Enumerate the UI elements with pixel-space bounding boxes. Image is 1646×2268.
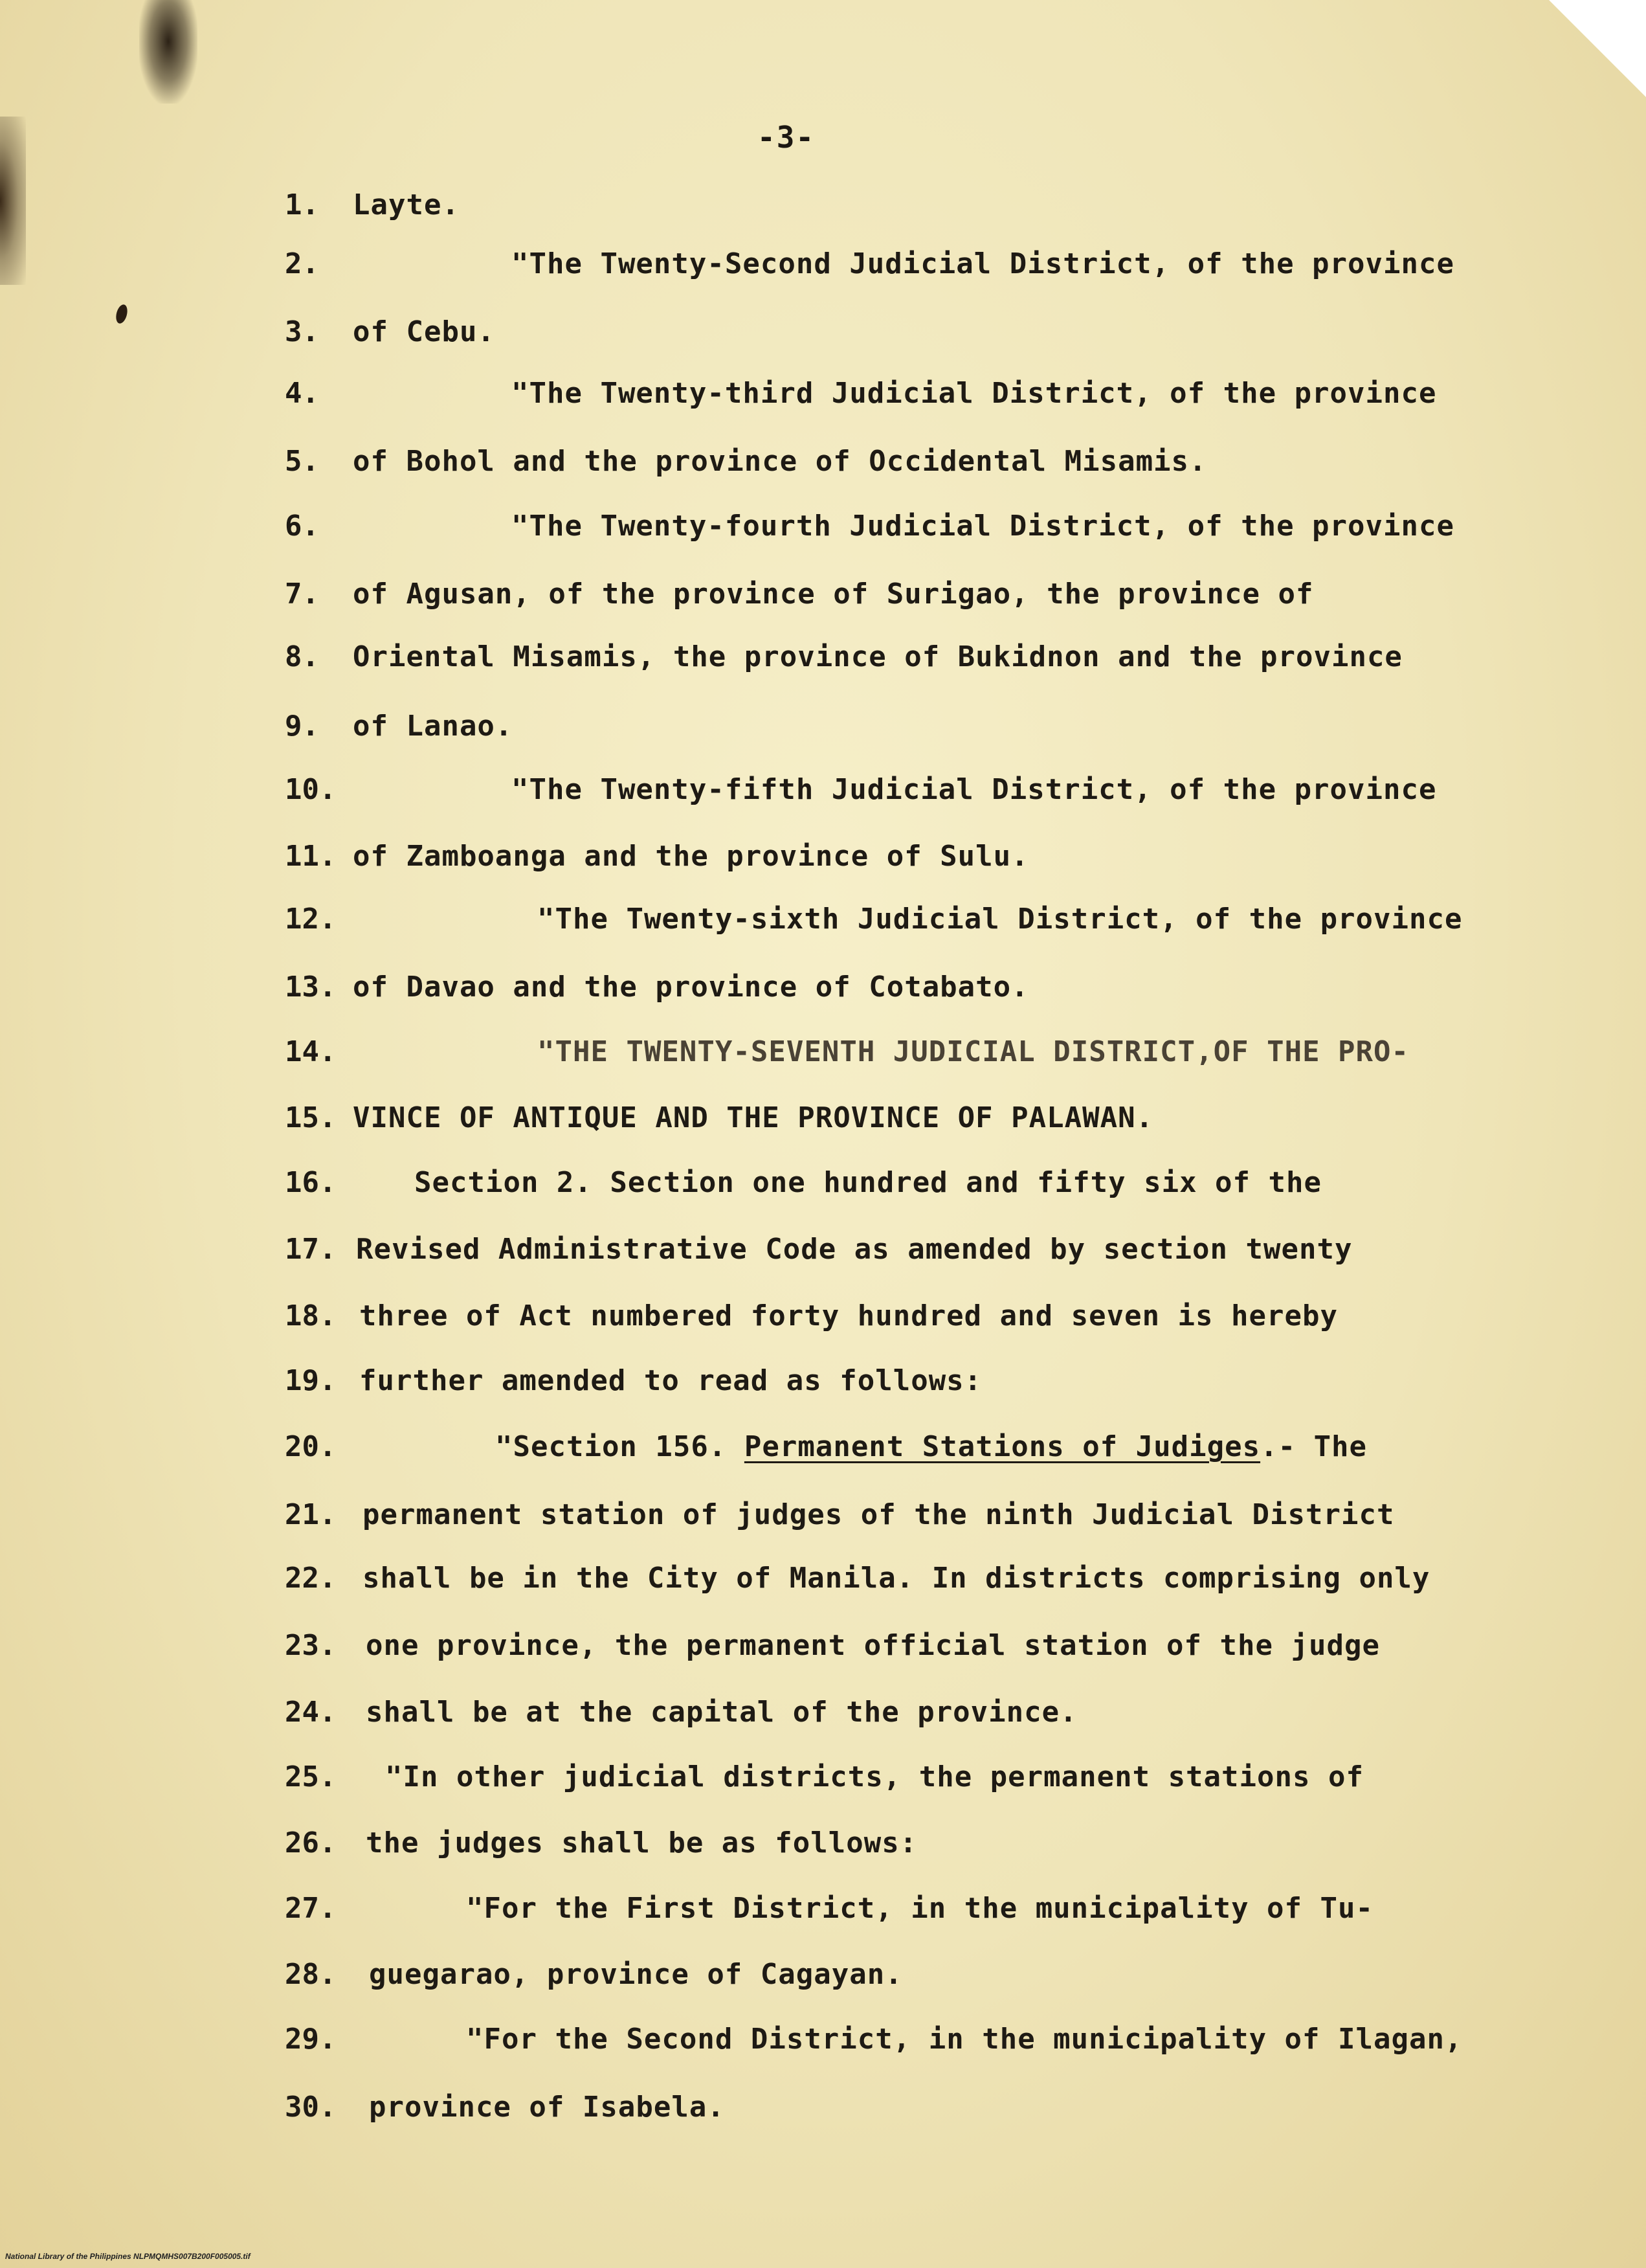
line-number: 3. — [285, 315, 319, 348]
line-number: 1. — [285, 188, 319, 221]
underlined-title: Permanent Stations of Judiges — [744, 1430, 1261, 1463]
line-text: "For the First District, in the municipality of Tu- — [466, 1892, 1374, 1925]
line-text: further amended to read as follows: — [359, 1364, 983, 1397]
line-text: three of Act numbered forty hundred and seven is hereby — [359, 1299, 1338, 1332]
line-text: VINCE OF ANTIQUE AND THE PROVINCE OF PALAWAN. — [353, 1101, 1154, 1134]
line-number: 25. — [285, 1760, 337, 1793]
line-number: 21. — [285, 1498, 337, 1531]
line-text: of Agusan, of the province of Surigao, the province of — [353, 578, 1314, 611]
line-number: 17. — [285, 1233, 337, 1266]
line-number: 15. — [285, 1101, 337, 1134]
line-text: province of Isabela. — [369, 2091, 725, 2124]
line-text: "The Twenty-sixth Judicial District, of the province — [537, 903, 1463, 936]
line-number: 27. — [285, 1892, 337, 1925]
line-text: "The Twenty-fifth Judicial District, of the province — [511, 773, 1437, 806]
page-number: -3- — [757, 120, 816, 155]
line-text: of Bohol and the province of Occidental Misamis. — [353, 445, 1207, 478]
line-text: "The Twenty-Second Judicial District, of the province — [511, 247, 1454, 280]
line-number: 9. — [285, 710, 319, 743]
line-number: 12. — [285, 903, 337, 936]
line-text: one province, the permanent official station of the judge — [366, 1629, 1380, 1662]
line-text: of Cebu. — [353, 315, 495, 348]
line-text: "In other judicial districts, the permanent stations of — [385, 1760, 1364, 1793]
line-number: 28. — [285, 1958, 337, 1991]
line-number: 24. — [285, 1696, 337, 1729]
line-number: 29. — [285, 2023, 337, 2056]
line-text: of Zamboanga and the province of Sulu. — [353, 840, 1029, 873]
line-text: "The Twenty-fourth Judicial District, of the province — [511, 510, 1454, 543]
line-text: "For the Second District, in the municipality of Ilagan, — [466, 2023, 1463, 2056]
line-text: Section 2. Section one hundred and fifty six of the — [414, 1166, 1322, 1199]
line-number: 18. — [285, 1299, 337, 1332]
line-number: 5. — [285, 445, 319, 478]
line-text: guegarao, province of Cagayan. — [369, 1958, 903, 1991]
line-text: Revised Administrative Code as amended by section twenty — [356, 1233, 1353, 1266]
line-number: 20. — [285, 1430, 337, 1463]
section-heading-end: .- The — [1260, 1430, 1368, 1463]
line-number: 2. — [285, 247, 319, 280]
line-text — [495, 1428, 1367, 1466]
line-text: of Lanao. — [353, 710, 513, 743]
edge-stain — [0, 117, 26, 285]
line-number: 11. — [285, 840, 337, 873]
line-number: 30. — [285, 2091, 337, 2124]
folded-corner — [1549, 0, 1646, 97]
line-text: shall be in the City of Manila. In districts comprising only — [362, 1562, 1430, 1595]
line-number: 8. — [285, 640, 319, 673]
line-number: 6. — [285, 510, 319, 543]
line-number: 13. — [285, 971, 337, 1004]
line-text: "THE TWENTY-SEVENTH JUDICIAL DISTRICT,OF THE PRO- — [537, 1035, 1410, 1068]
section-heading: "Section 156. — [495, 1430, 727, 1463]
ink-smudge — [139, 0, 197, 104]
line-text: the judges shall be as follows: — [366, 1826, 918, 1859]
archive-footer: National Library of the Philippines NLPMQMHS007B200F005005.tif — [5, 2252, 250, 2261]
line-text: of Davao and the province of Cotabato. — [353, 971, 1029, 1004]
line-number: 14. — [285, 1035, 337, 1068]
line-text: Layte. — [353, 188, 460, 221]
line-number: 7. — [285, 578, 319, 611]
line-number: 19. — [285, 1364, 337, 1397]
line-number: 16. — [285, 1166, 337, 1199]
line-text: shall be at the capital of the province. — [366, 1696, 1078, 1729]
line-text: Oriental Misamis, the province of Bukidnon and the province — [353, 640, 1403, 673]
ink-speck — [114, 303, 129, 324]
line-text: permanent station of judges of the ninth Judicial District — [362, 1498, 1395, 1531]
line-text: "The Twenty-third Judicial District, of the province — [511, 377, 1437, 410]
line-number: 26. — [285, 1826, 337, 1859]
line-number: 22. — [285, 1562, 337, 1595]
line-number: 10. — [285, 773, 337, 806]
line-number: 23. — [285, 1629, 337, 1662]
line-number: 4. — [285, 377, 319, 410]
